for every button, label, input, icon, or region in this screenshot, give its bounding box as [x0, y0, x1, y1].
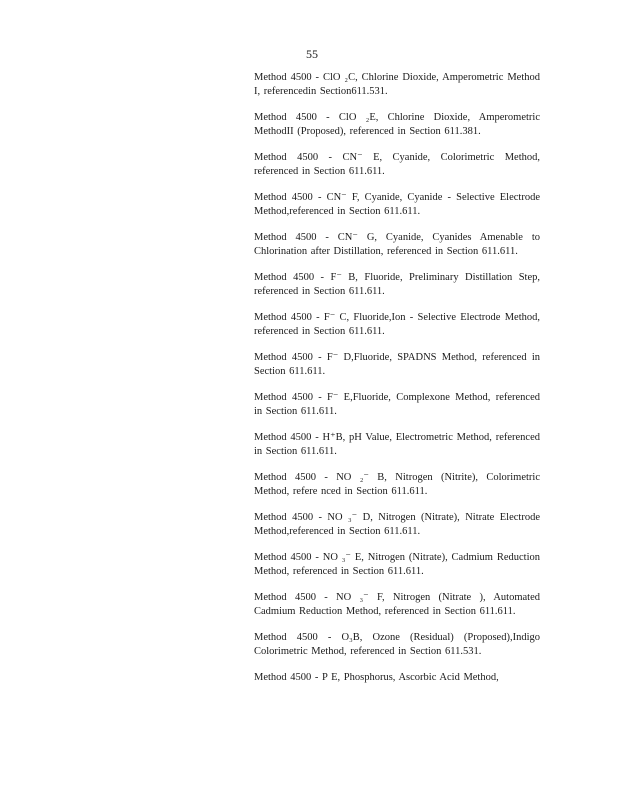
method-entry: Method 4500 - CN⁻ E, Cyanide, Colorimetric Method, referenced in Section 611.611. [254, 152, 540, 177]
method-entry: Method 4500 - ClO ₂C, Chlorine Dioxide, Amperometric Method I, referencedin Section611.531. [254, 72, 540, 97]
method-entry: Method 4500 - ClO ₂E, Chlorine Dioxide, Amperometric MethodII (Proposed), referenced in Section 611.381. [254, 112, 540, 137]
method-entry: Method 4500 - H⁺B, pH Value, Electrometric Method, referenced in Section 611.611. [254, 432, 540, 457]
method-entry: Method 4500 - O₃B, Ozone (Residual) (Proposed),Indigo Colorimetric Method, referenced in Section 611.531. [254, 632, 540, 657]
method-entry: Method 4500 - F⁻ C, Fluoride,Ion - Selective Electrode Method, referenced in Section 611.611. [254, 312, 540, 337]
method-entry: Method 4500 - NO ₃⁻ F, Nitrogen (Nitrate ), Automated Cadmium Reduction Method, referenced in Section 611.611. [254, 592, 540, 617]
method-entry: Method 4500 - NO ₂⁻ B, Nitrogen (Nitrite), Colorimetric Method, refere nced in Section 611.611. [254, 472, 540, 497]
method-entry: Method 4500 - CN⁻ F, Cyanide, Cyanide - Selective Electrode Method,referenced in Section 611.611. [254, 192, 540, 217]
method-entry: Method 4500 - F⁻ D,Fluoride, SPADNS Method, referenced in Section 611.611. [254, 352, 540, 377]
method-entry: Method 4500 - NO ₃⁻ D, Nitrogen (Nitrate), Nitrate Electrode Method,referenced in Section 611.611. [254, 512, 540, 537]
page-number: 55 [306, 47, 318, 61]
method-list [254, 71, 540, 697]
method-entry: Method 4500 - P E, Phosphorus, Ascorbic Acid Method, [254, 672, 499, 683]
method-entry: Method 4500 - CN⁻ G, Cyanide, Cyanides Amenable to Chlorination after Distillation, referenced in Section 611.611. [254, 232, 540, 257]
method-entry: Method 4500 - F⁻ E,Fluoride, Complexone Method, referenced in Section 611.611. [254, 392, 540, 417]
method-entry: Method 4500 - NO ₃⁻ E, Nitrogen (Nitrate), Cadmium Reduction Method, referenced in Section 611.611. [254, 552, 540, 577]
method-entry: Method 4500 - F⁻ B, Fluoride, Preliminary Distillation Step, referenced in Section 611.611. [254, 272, 540, 297]
